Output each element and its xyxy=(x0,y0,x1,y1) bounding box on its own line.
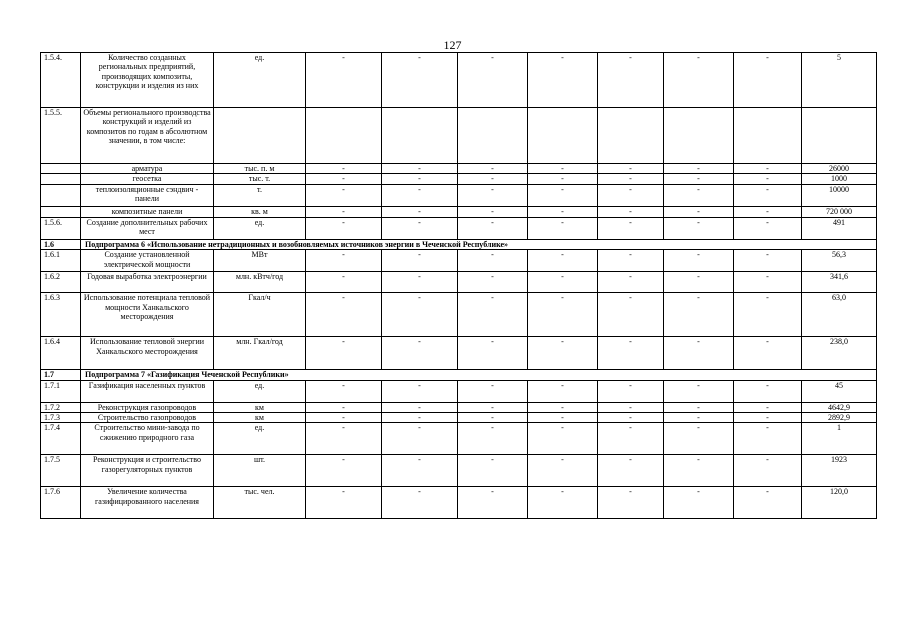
value-cell: 45 xyxy=(802,380,877,402)
table-row xyxy=(41,164,877,174)
indicator-name: Использование потенциала тепловой мощности Ханкальского месторождения xyxy=(81,293,214,337)
value-cell: - xyxy=(598,487,664,519)
value-cell: - xyxy=(458,455,528,487)
value-cell: 720 000 xyxy=(802,206,877,217)
value-cell: - xyxy=(382,380,458,402)
indicator-name: Реконструкция и строительство газорегуляторных пунктов xyxy=(81,455,214,487)
value-cell: - xyxy=(528,174,598,184)
value-cell: - xyxy=(306,272,382,293)
unit-cell: км xyxy=(214,413,306,423)
section-row xyxy=(41,239,877,249)
row-number: 1.5.6. xyxy=(41,217,81,239)
unit-cell: ед. xyxy=(214,423,306,455)
value-cell xyxy=(528,108,598,164)
value-cell: - xyxy=(306,206,382,217)
value-cell: - xyxy=(382,423,458,455)
value-cell: - xyxy=(306,413,382,423)
value-cell: 238,0 xyxy=(802,337,877,370)
value-cell: - xyxy=(734,206,802,217)
value-cell: - xyxy=(664,337,734,370)
unit-cell: тыс. п. м xyxy=(214,164,306,174)
unit-cell: тыс. чел. xyxy=(214,487,306,519)
section-number: 1.6 xyxy=(41,239,81,249)
unit-cell: млн. Гкал/год xyxy=(214,337,306,370)
indicator-name: Использование тепловой энергии Ханкальского месторождения xyxy=(81,337,214,370)
table-row xyxy=(41,423,877,455)
value-cell: - xyxy=(664,413,734,423)
table-row xyxy=(41,337,877,370)
value-cell: - xyxy=(382,53,458,108)
value-cell: 120,0 xyxy=(802,487,877,519)
value-cell: 10000 xyxy=(802,184,877,206)
value-cell: - xyxy=(458,402,528,412)
value-cell: - xyxy=(458,337,528,370)
value-cell: - xyxy=(382,250,458,272)
value-cell: - xyxy=(664,423,734,455)
table-row xyxy=(41,206,877,217)
row-number: 1.7.4 xyxy=(41,423,81,455)
value-cell: - xyxy=(458,380,528,402)
indicator-name: Строительство мини-завода по сжижению природного газа xyxy=(81,423,214,455)
value-cell: - xyxy=(528,337,598,370)
value-cell: - xyxy=(382,487,458,519)
row-number: 1.6.1 xyxy=(41,250,81,272)
row-number xyxy=(41,184,81,206)
value-cell: - xyxy=(664,455,734,487)
table-row xyxy=(41,108,877,164)
unit-cell: млн. кВтч/год xyxy=(214,272,306,293)
unit-cell: т. xyxy=(214,184,306,206)
value-cell: - xyxy=(382,402,458,412)
row-number: 1.6.3 xyxy=(41,293,81,337)
value-cell: - xyxy=(458,423,528,455)
page-number: 127 xyxy=(443,38,462,52)
value-cell: - xyxy=(382,293,458,337)
unit-cell: ед. xyxy=(214,53,306,108)
value-cell xyxy=(458,108,528,164)
unit-cell: Гкал/ч xyxy=(214,293,306,337)
value-cell: - xyxy=(664,380,734,402)
value-cell: - xyxy=(382,174,458,184)
value-cell: - xyxy=(734,184,802,206)
value-cell: - xyxy=(734,487,802,519)
value-cell: - xyxy=(598,423,664,455)
value-cell: 491 xyxy=(802,217,877,239)
value-cell: - xyxy=(664,206,734,217)
value-cell: - xyxy=(664,293,734,337)
value-cell: - xyxy=(734,174,802,184)
value-cell: - xyxy=(528,206,598,217)
value-cell: 341,6 xyxy=(802,272,877,293)
value-cell: - xyxy=(382,206,458,217)
table-row xyxy=(41,487,877,519)
table-row xyxy=(41,217,877,239)
value-cell: - xyxy=(458,164,528,174)
value-cell: - xyxy=(306,402,382,412)
indicator-name: Создание установленной электрической мощности xyxy=(81,250,214,272)
value-cell: - xyxy=(306,184,382,206)
value-cell: 2892,9 xyxy=(802,413,877,423)
row-number: 1.7.6 xyxy=(41,487,81,519)
table-row xyxy=(41,413,877,423)
value-cell: - xyxy=(306,217,382,239)
value-cell: - xyxy=(458,53,528,108)
indicators-table xyxy=(40,52,877,519)
value-cell: - xyxy=(458,217,528,239)
row-number: 1.5.5. xyxy=(41,108,81,164)
value-cell: - xyxy=(528,272,598,293)
value-cell: - xyxy=(306,487,382,519)
value-cell xyxy=(664,108,734,164)
value-cell: - xyxy=(458,293,528,337)
value-cell: 1923 xyxy=(802,455,877,487)
row-number: 1.6.4 xyxy=(41,337,81,370)
row-number: 1.5.4. xyxy=(41,53,81,108)
unit-cell xyxy=(214,108,306,164)
value-cell: - xyxy=(598,53,664,108)
table-row xyxy=(41,293,877,337)
value-cell: - xyxy=(734,217,802,239)
value-cell: 1 xyxy=(802,423,877,455)
value-cell: - xyxy=(528,250,598,272)
unit-cell: км xyxy=(214,402,306,412)
value-cell: - xyxy=(306,293,382,337)
row-number: 1.7.3 xyxy=(41,413,81,423)
section-row xyxy=(41,370,877,380)
value-cell: - xyxy=(664,53,734,108)
value-cell: - xyxy=(528,293,598,337)
value-cell: - xyxy=(458,250,528,272)
unit-cell: шт. xyxy=(214,455,306,487)
value-cell: - xyxy=(664,402,734,412)
value-cell: - xyxy=(734,380,802,402)
value-cell: - xyxy=(306,423,382,455)
value-cell: - xyxy=(306,337,382,370)
row-number: 1.7.5 xyxy=(41,455,81,487)
value-cell: - xyxy=(734,455,802,487)
value-cell: 4642,9 xyxy=(802,402,877,412)
value-cell: - xyxy=(382,337,458,370)
value-cell: - xyxy=(458,184,528,206)
value-cell: - xyxy=(598,455,664,487)
unit-cell: кв. м xyxy=(214,206,306,217)
value-cell: - xyxy=(734,250,802,272)
value-cell: - xyxy=(598,380,664,402)
value-cell: - xyxy=(734,164,802,174)
value-cell: - xyxy=(598,217,664,239)
value-cell: - xyxy=(306,380,382,402)
value-cell: - xyxy=(598,184,664,206)
value-cell: - xyxy=(528,413,598,423)
value-cell: - xyxy=(734,337,802,370)
value-cell: - xyxy=(528,487,598,519)
indicator-name: геосетка xyxy=(81,174,214,184)
value-cell: - xyxy=(734,293,802,337)
table-row xyxy=(41,380,877,402)
indicator-name: композитные панели xyxy=(81,206,214,217)
value-cell: - xyxy=(458,413,528,423)
indicator-name: Создание дополнительных рабочих мест xyxy=(81,217,214,239)
value-cell: - xyxy=(528,184,598,206)
table-row xyxy=(41,272,877,293)
unit-cell: ед. xyxy=(214,217,306,239)
value-cell: - xyxy=(598,164,664,174)
row-number: 1.7.2 xyxy=(41,402,81,412)
value-cell: - xyxy=(598,206,664,217)
value-cell xyxy=(382,108,458,164)
table-body xyxy=(41,53,877,519)
value-cell: 5 xyxy=(802,53,877,108)
value-cell: - xyxy=(664,250,734,272)
value-cell: - xyxy=(306,250,382,272)
row-number: 1.6.2 xyxy=(41,272,81,293)
value-cell: - xyxy=(664,487,734,519)
value-cell: - xyxy=(528,217,598,239)
value-cell: - xyxy=(734,423,802,455)
value-cell: - xyxy=(734,272,802,293)
indicator-name: Увеличение количества газифицированного населения xyxy=(81,487,214,519)
value-cell: - xyxy=(664,184,734,206)
table-row xyxy=(41,402,877,412)
value-cell: - xyxy=(528,423,598,455)
value-cell: - xyxy=(664,272,734,293)
value-cell: - xyxy=(528,53,598,108)
value-cell: - xyxy=(598,250,664,272)
value-cell: - xyxy=(734,53,802,108)
value-cell: - xyxy=(528,380,598,402)
table-row xyxy=(41,184,877,206)
value-cell: - xyxy=(382,413,458,423)
value-cell: - xyxy=(382,164,458,174)
value-cell: 63,0 xyxy=(802,293,877,337)
row-number xyxy=(41,174,81,184)
value-cell: - xyxy=(458,174,528,184)
section-title: Подпрограмма 7 «Газификация Чеченской Республики» xyxy=(81,370,877,380)
indicator-name: Газификация населенных пунктов xyxy=(81,380,214,402)
value-cell: - xyxy=(528,402,598,412)
value-cell: - xyxy=(382,184,458,206)
value-cell: - xyxy=(528,455,598,487)
value-cell: - xyxy=(306,455,382,487)
value-cell xyxy=(598,108,664,164)
value-cell: - xyxy=(598,272,664,293)
value-cell: - xyxy=(306,174,382,184)
indicator-name: Количество созданных региональных предприятий, производящих композиты, конструкции и изделия из них xyxy=(81,53,214,108)
row-number: 1.7.1 xyxy=(41,380,81,402)
indicator-name: Годовая выработка электроэнергии xyxy=(81,272,214,293)
indicator-name: арматура xyxy=(81,164,214,174)
row-number xyxy=(41,164,81,174)
value-cell: - xyxy=(458,272,528,293)
unit-cell: тыс. т. xyxy=(214,174,306,184)
value-cell: - xyxy=(382,455,458,487)
indicator-name: Строительство газопроводов xyxy=(81,413,214,423)
table-row xyxy=(41,455,877,487)
section-number: 1.7 xyxy=(41,370,81,380)
table-row xyxy=(41,53,877,108)
value-cell xyxy=(734,108,802,164)
value-cell: - xyxy=(458,487,528,519)
value-cell: - xyxy=(458,206,528,217)
value-cell: - xyxy=(382,272,458,293)
value-cell: - xyxy=(598,337,664,370)
value-cell: - xyxy=(598,413,664,423)
value-cell: - xyxy=(306,53,382,108)
unit-cell: МВт xyxy=(214,250,306,272)
row-number xyxy=(41,206,81,217)
value-cell: - xyxy=(664,174,734,184)
value-cell: 26000 xyxy=(802,164,877,174)
value-cell: - xyxy=(734,402,802,412)
value-cell: - xyxy=(598,293,664,337)
indicator-name: Реконструкция газопроводов xyxy=(81,402,214,412)
value-cell: - xyxy=(598,402,664,412)
value-cell xyxy=(306,108,382,164)
value-cell: - xyxy=(382,217,458,239)
value-cell: 1000 xyxy=(802,174,877,184)
value-cell: - xyxy=(734,413,802,423)
unit-cell: ед. xyxy=(214,380,306,402)
value-cell: - xyxy=(664,164,734,174)
value-cell: - xyxy=(598,174,664,184)
value-cell: - xyxy=(664,217,734,239)
table-row xyxy=(41,174,877,184)
value-cell: 56,3 xyxy=(802,250,877,272)
value-cell: - xyxy=(528,164,598,174)
indicator-name: теплоизоляционные сэндвич - панели xyxy=(81,184,214,206)
value-cell: - xyxy=(306,164,382,174)
indicator-name: Объемы регионального производства конструкций и изделий из композитов по годам в абсолютном значении, в том числе: xyxy=(81,108,214,164)
value-cell xyxy=(802,108,877,164)
table-row xyxy=(41,250,877,272)
section-title: Подпрограмма 6 «Использование нетрадиционных и возобновляемых источников энергии в Чеченской Республике» xyxy=(81,239,877,249)
